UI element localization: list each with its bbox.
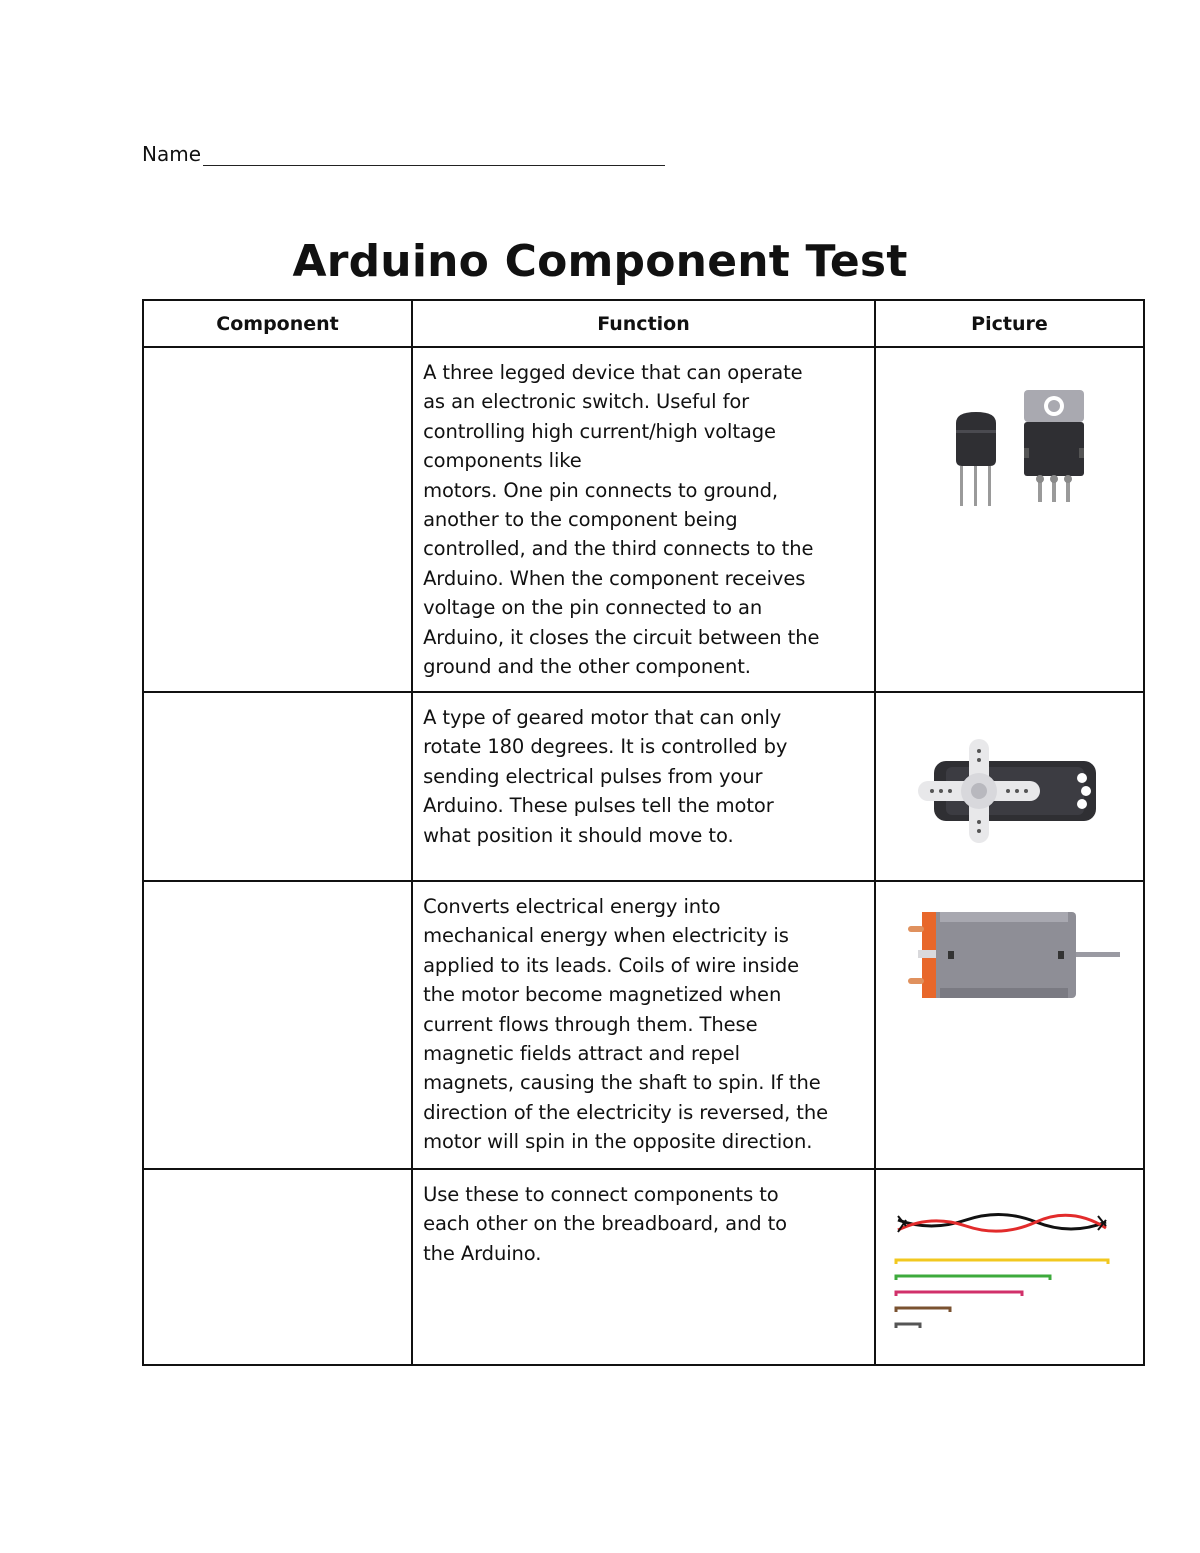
table-row xyxy=(143,881,1144,1169)
table-header-row xyxy=(143,300,1144,347)
header-function: Function xyxy=(412,300,875,347)
table-row xyxy=(143,692,1144,881)
function-cell xyxy=(412,347,875,692)
servo-motor-icon xyxy=(876,693,1142,878)
table-row xyxy=(143,1169,1144,1365)
picture-cell xyxy=(875,881,1144,1169)
header-picture: Picture xyxy=(875,300,1144,347)
name-field xyxy=(142,142,665,166)
function-cell xyxy=(412,881,875,1169)
function-text: A three legged device that can operate as an electronic switch. Useful for controlling high current/high voltage components like motors. One pin connects to ground, another to the component being controlled, and the third connects to the Arduino. When the component receives voltage on the pin connected to an Arduino, it closes the circuit between the ground and the other component. xyxy=(423,361,820,679)
transistor-icon xyxy=(876,348,1142,688)
picture-cell xyxy=(875,1169,1144,1365)
page-title: Arduino Component Test xyxy=(292,236,908,287)
table-row xyxy=(143,347,1144,692)
component-cell[interactable] xyxy=(143,1169,412,1365)
component-cell[interactable] xyxy=(143,881,412,1169)
component-cell[interactable] xyxy=(143,692,412,881)
picture-cell xyxy=(875,692,1144,881)
function-text: A type of geared motor that can only rotate 180 degrees. It is controlled by sending electrical pulses from your Arduino. These pulses tell the motor what position it should move to. xyxy=(423,706,788,847)
component-cell[interactable] xyxy=(143,347,412,692)
dc-motor-icon xyxy=(876,882,1142,1166)
function-cell xyxy=(412,692,875,881)
component-table xyxy=(142,299,1145,1366)
header-component: Component xyxy=(143,300,412,347)
function-cell xyxy=(412,1169,875,1365)
function-text: Use these to connect components to each other on the breadboard, and to the Arduino. xyxy=(423,1183,787,1265)
name-label: Name xyxy=(142,142,202,166)
jumper-wires-icon xyxy=(876,1170,1142,1362)
function-text: Converts electrical energy into mechanical energy when electricity is applied to its leads. Coils of wire inside the motor become magnetized when current flows through them. These magnetic fields attract and repel magnets, causing the shaft to spin. If the direction of the electricity is reversed, the motor will spin in the opposite direction. xyxy=(423,895,828,1154)
picture-cell xyxy=(875,347,1144,692)
name-blank-line[interactable] xyxy=(203,145,665,166)
